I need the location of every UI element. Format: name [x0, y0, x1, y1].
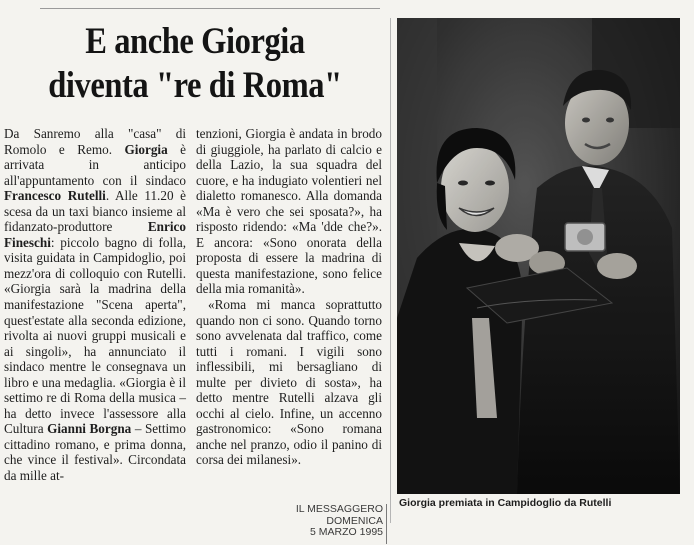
article-column-2	[196, 126, 382, 468]
article-text: è arrivata in anticipo all'appuntamento con il sindaco	[4, 141, 186, 188]
article-text: – Settimo cittadino romano, e prima donna, che vince il festival». Circondata da mille at-	[4, 421, 186, 484]
article-paragraph	[4, 126, 186, 484]
person-name: Gianni Borgna	[47, 421, 132, 437]
person-name: Francesco Rutelli	[4, 188, 106, 204]
article-text: Da Sanremo alla "casa" di Romolo e Remo.	[4, 126, 186, 157]
headline-line-2: diventa "re di Roma"	[48, 65, 342, 106]
article-column-1	[4, 126, 186, 484]
headline-line-1: E anche Giorgia	[85, 21, 305, 62]
stamp-newspaper: IL MESSAGGERO	[295, 503, 383, 515]
stamp-weekday: DOMENICA	[326, 514, 383, 527]
previous-article-edge	[40, 0, 380, 9]
article-paragraph	[196, 297, 382, 468]
person-name: Enrico Fineschi	[4, 219, 186, 250]
article-text: «Roma mi manca soprattutto quando non ci sono. Quando torno sono avvelenata dal traffico, come tutti i romani. I vigili sono inflessibili, mi bersagliano di multe per divieto di sosta», ha detto mentre Rutelli alzava gli occhi al cielo. Infine, un accenno gastronomico: «Sono romana anche nel pranzo, odio il panino di corsa dei milanesi».	[196, 297, 382, 468]
stamp-edge	[386, 504, 387, 544]
article-paragraph	[196, 126, 382, 297]
article-text: tenzioni, Giorgia è andata in brodo di giuggiole, ha parlato di calcio e della Lazio, la sua squadra del cuore, e ha indugiato volentieri nel dialetto romanesco. Alla domanda «Ma è vero che sei sposata?», ha risposto ridendo: «Ma 'dde che?». E ancora: «Sono onorata della proposta di essere la madrina di questa manifestazione, sono felice della mia romanità».	[196, 126, 382, 297]
source-stamp	[268, 504, 383, 544]
article-photo	[397, 18, 680, 494]
article-headline	[23, 20, 366, 108]
column-divider	[390, 18, 391, 523]
stamp-date: 5 MARZO 1995	[310, 526, 383, 538]
photo-caption: Giorgia premiata in Campidoglio da Rutelli	[399, 497, 612, 509]
person-name: Giorgia	[124, 141, 168, 157]
article-text: : piccolo bagno di folla, visita guidata in Campidoglio, poi mezz'ora di colloquio con Rutelli. «Giorgia sarà la madrina della manifestazione "Scena aperta", quest'estate alla seconda edizione, rivolta ai nuovi gruppi musicali e ai singoli», ha annunciato il sindaco mentre le consegnava un libro e una medaglia. «Giorgia è il settimo re di Roma della musica – ha detto invece l'assessore alla Cultura	[4, 234, 186, 437]
photo-illustration	[397, 18, 680, 494]
article-text: . Alle 11.20 è scesa da un taxi bianco insieme al fidanzato-produttore	[4, 188, 187, 235]
